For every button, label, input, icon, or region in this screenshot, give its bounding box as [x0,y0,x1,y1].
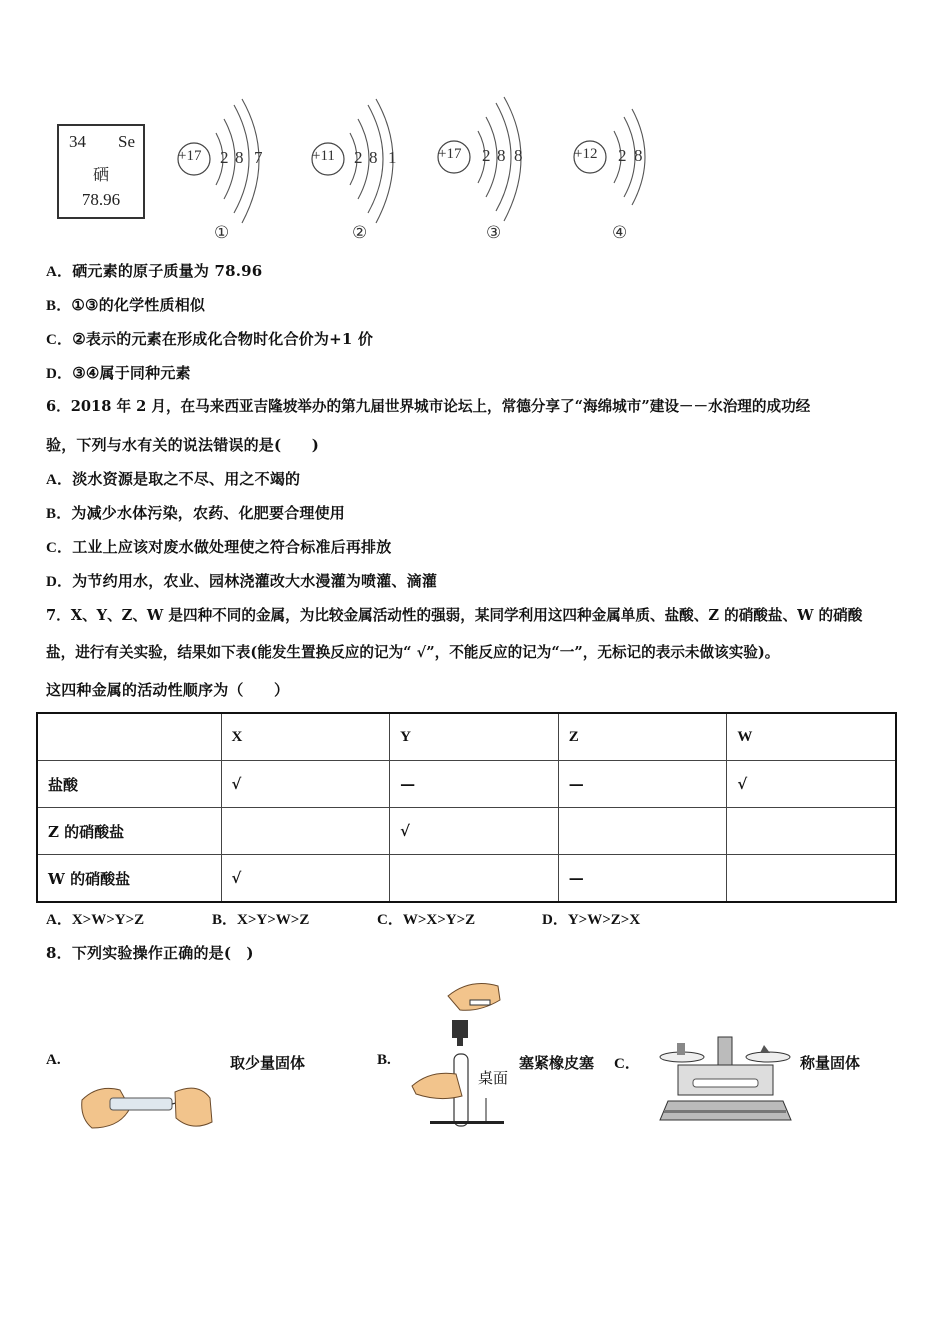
option-letter: A． [46,472,73,488]
table-cell: √ [221,761,390,808]
stopper-test-tube-icon [410,978,510,1133]
shell-2: 8 [497,146,506,165]
table-row [37,761,896,808]
balance-scale-icon [658,1035,793,1125]
table-cell [558,808,727,855]
option-letter: C． [377,912,403,928]
option-text: X>W>Y>Z [71,912,145,928]
shell-3: 8 [514,146,523,165]
shell-1: 2 [482,146,491,165]
shell-3: 1 [388,148,397,167]
q6-stem-line-2: 验，下列与水有关的说法错误的是( ) [46,436,319,454]
table-cell: — [558,761,727,808]
option-text: ③④属于同种元素 [72,364,191,382]
shell-2: 8 [634,146,643,165]
table-cell: √ [390,808,559,855]
row-label: Z 的硝酸盐 [37,808,221,855]
table-cell: √ [727,761,896,808]
table-row [37,808,896,855]
q5-option-d [46,363,191,384]
option-letter: C． [46,540,73,556]
header-cell-z: Z [558,713,727,761]
option-letter: D． [46,574,73,590]
nucleus-charge: +17 [438,146,462,162]
atomic-mass: 78.96 [81,190,121,209]
test-tube-hands-icon [80,1078,215,1133]
header-cell-x: X [221,713,390,761]
option-text: 为减少水体污染，农药、化肥要合理使用 [71,504,346,522]
option-letter: B． [212,912,238,928]
table-cell [221,808,390,855]
q6-stem-line-1: 6．2018 年 2 月，在马来西亚吉隆坡举办的第九届世界城市论坛上，常德分享了“海绵城市”建设－－水治理的成功经 [46,398,811,415]
table-cell [727,808,896,855]
atom-index-label: ③ [486,223,502,243]
atomic-number: 34 [69,132,86,151]
hands-holding-test-tube-image [80,1078,215,1133]
option-letter: B． [46,506,72,522]
table-header-row [37,713,896,761]
option-text: ①③的化学性质相似 [71,296,206,314]
q8-option-c-letter: C． [614,1056,640,1072]
option-text: 淡水资源是取之不尽、用之不竭的 [72,470,301,488]
q8-option-a-letter: A. [46,1052,61,1068]
shell-2: 8 [235,148,244,167]
balance-scale-image [658,1035,793,1125]
table-surface-label: 桌面 [478,1069,509,1087]
q8-option-a-caption: 取少量固体 [230,1054,306,1072]
element-name: 硒 [92,165,109,184]
table-cell: — [390,761,559,808]
option-text: 工业上应该对废水做处理使之符合标准后再排放 [72,538,392,556]
q5-option-b [46,295,205,316]
option-letter: D． [542,912,568,928]
option-letter: D． [46,366,73,382]
row-label: 盐酸 [37,761,221,808]
nucleus-charge: +11 [312,148,335,164]
atom-diagram-1 [172,95,282,245]
q6-option-b [46,503,345,524]
header-cell-w: W [727,713,896,761]
option-text: X>Y>W>Z [237,912,310,928]
atom-index-label: ① [214,223,230,243]
q7-stem-line-2: 盐，进行有关实验，结果如下表(能发生置换反应的记为“ √”，不能反应的记为“一”，无标记的表示未做该实验)。 [46,644,780,661]
q7-stem-line-3: 这四种金属的活动性顺序为（ ） [46,681,290,699]
q7-stem-line-1: 7．X、Y、Z、W 是四种不同的金属，为比较金属活动性的强弱，某同学利用这四种金属单质、盐酸、Z 的硝酸盐、W 的硝酸 [46,607,863,624]
row-label: W 的硝酸盐 [37,855,221,903]
metal-activity-table [36,712,897,903]
option-letter: A． [46,264,73,280]
q8-option-b-letter: B. [377,1052,391,1068]
q8-option-c-caption: 称量固体 [800,1054,861,1072]
option-text: 硒元素的原子质量为 78.96 [72,262,263,280]
option-letter: B． [46,298,72,314]
q6-option-d [46,571,437,592]
element-symbol: Se [118,132,135,151]
table-cell: — [558,855,727,903]
atom-diagram-4 [572,95,682,245]
table-cell: √ [221,855,390,903]
atom-diagram-2 [306,95,416,245]
element-box-selenium [57,124,145,219]
atom-diagram-3 [436,95,546,245]
header-cell [37,713,221,761]
table-cell [390,855,559,903]
option-text: Y>W>Z>X [567,912,641,928]
rubber-stopper-image [410,978,510,1133]
shell-2: 8 [369,148,378,167]
q6-option-c [46,537,391,558]
nucleus-charge: +12 [574,146,598,162]
shell-1: 2 [220,148,229,167]
atom-index-label: ② [352,223,368,243]
q5-option-c [46,329,373,350]
option-letter: A． [46,912,72,928]
table-cell [727,855,896,903]
table-row [37,855,896,903]
nucleus-charge: +17 [178,148,202,164]
header-cell-y: Y [390,713,559,761]
q5-option-a [46,261,262,282]
option-text: ②表示的元素在形成化合物时化合价为+1 价 [72,330,374,348]
option-text: W>X>Y>Z [402,912,476,928]
q8-option-b-caption: 塞紧橡皮塞 [519,1054,595,1072]
q6-option-a [46,469,300,490]
q7-option-b [212,908,309,929]
option-letter: C． [46,332,73,348]
option-text: 为节约用水，农业、园林浇灌改大水漫灌为喷灌、滴灌 [72,572,438,590]
shell-3: 7 [254,148,263,167]
q7-option-d [542,908,640,929]
shell-1: 2 [354,148,363,167]
q7-option-c [377,908,475,929]
atom-index-label: ④ [612,223,628,243]
shell-1: 2 [618,146,627,165]
q7-option-a [46,908,144,929]
q8-stem: 8．下列实验操作正确的是( ) [46,944,254,962]
